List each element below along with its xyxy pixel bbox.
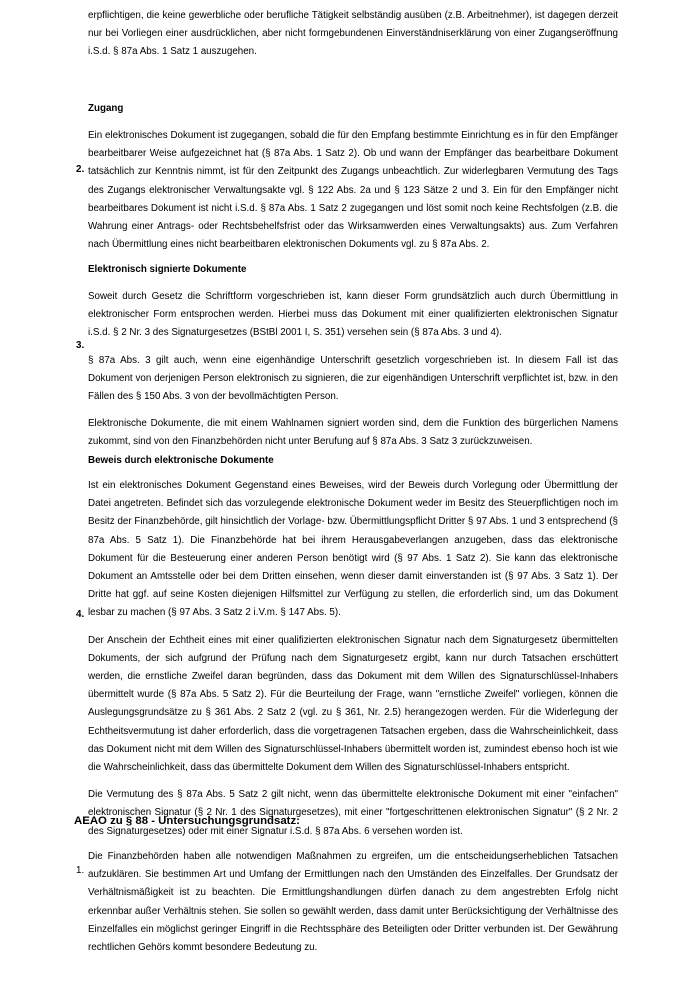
aeao-88-number: 1. [76,865,85,876]
section-2-body [88,127,618,254]
section-3-heading: Elektronisch signierte Dokumente [88,264,247,275]
section-4-paragraph-1: Ist ein elektronisches Dokument Gegenstand eines Beweises, wird der Beweis durch Vorlegung oder Übermittlung der Datei angetreten. Befindet sich das vorzulegende elektronische Dokument weder im Besitz des Steuerpflichtigen noch im Besitz der Finanzbehörde, gilt hinsichtlich der Vorlage- bzw. Übermittlungspflicht Dritter § 97 Abs. 1 und 3 entsprechend (§ 87a Abs. 5 Satz 1). Die Finanzbehörde hat bei ihrem Herausgabeverlangen anzugeben, dass das elektronische Dokument für die Besteuerung einer anderen Person benötigt wird (§ 97 Abs. 1 Satz 2). Sie kann das elektronische Dokument an Amtsstelle oder bei dem Dritten einsehen, wenn dieser damit einverstanden ist (§ 97 Abs. 3 Satz 1). Der Dritte hat ggf. auf seine Kosten diejenigen Hilfsmittel zur Verfügung zu stellen, die erforderlich sind, um das Dokument lesbar zu machen (§ 97 Abs. 3 Satz 2 i.V.m. § 147 Abs. 5). [88,480,618,619]
section-2-heading-block [88,100,618,118]
section-2-paragraph: Ein elektronisches Dokument ist zugegangen, sobald die für den Empfang bestimmte Einrichtung es in für den Empfänger bearbeitbarer Weise aufgezeichnet hat (§ 87a Abs. 1 Satz 2). Ob und wann der Empfänger das bearbeitbare Dokument tatsächlich zur Kenntnis nimmt, ist für den Zeitpunkt des Zugangs unbeachtlich. Zur widerlegbaren Vermutung des Tags des Zugangs elektronischer Verwaltungsakte vgl. § 122 Abs. 2a und § 123 Sätze 2 und 3. Ein für den Empfänger nicht bearbeitbares Dokument ist nicht i.S.d. § 87a Abs. 1 Satz 2 zugegangen und löst somit noch keine Rechtsfolgen (z.B. die Wahrung einer Antrags- oder Rechtsbehelfsfrist oder das Wirksamwerden eines Verwaltungsakts) aus. Zum Verfahren nach Übermittlung eines nicht bearbeitbaren elektronischen Dokuments vgl. zu § 87a Abs. 2. [88,130,618,251]
section-3-paragraph-2: § 87a Abs. 3 gilt auch, wenn eine eigenhändige Unterschrift gesetzlich vorgeschrieben ist. In diesem Fall ist das Dokument von derjenigen Person elektronisch zu signieren, die zur eigenhändigen Unterschrift verpflichtet ist, bzw. in den Fällen des § 150 Abs. 3 von der bevollmächtigten Person. [88,354,618,403]
aeao-88-body [88,848,618,957]
section-4-paragraph-3: Die Vermutung des § 87a Abs. 5 Satz 2 gilt nicht, wenn das übermittelte elektronische Dokument mit einer "einfachen" elektronischen Signatur (§ 2 Nr. 1 des Signaturgesetzes), mit einer "fortgeschrittenen elektronischen Signatur" (§ 2 Nr. 2 des Signaturgesetzes) oder mit einer Signatur i.S.d. § 87a Abs. 6 versehen worden ist. [88,789,618,837]
section-3-body [88,288,618,452]
intro-paragraph: erpflichtigen, die keine gewerbliche oder berufliche Tätigkeit selbständig ausüben (z.B. Arbeitnehmer), ist dagegen derzeit nur bei Vorliegen einer ausdrücklichen, aber nicht formgebundenen Einverständniserklärung von einer Zugangseröffnung i.S.d. § 87a Abs. 1 Satz 1 auszugehen. [88,10,618,58]
section-2-heading: Zugang [88,103,124,114]
section-4-number: 4. [76,609,85,620]
section-2-number: 2. [76,164,85,175]
section-4-heading-block [88,452,618,470]
section-4-paragraph-2: Der Anschein der Echtheit eines mit einer qualifizierten elektronischen Signatur nach dem Signaturgesetz übermittelten Dokuments, der sich aufgrund der Prüfung nach dem Signaturgesetz ergibt, kann nur durch Tatsachen erschüttert werden, die ernstliche Zweifel daran begründen, dass das Dokument mit dem Willen des Signaturschlüssel-Inhabers übermittelt wurde (§ 87a Abs. 5 Satz 2). Für die Beurteilung der Frage, wann "ernstliche Zweifel" vorliegen, können die Auslegungsgrundsätze zu § 361 Abs. 2 Satz 2 (vgl. zu § 361, Nr. 2.5) herangezogen werden. Für die Widerlegung der Echtheitsvermutung ist daher erforderlich, dass die vorgetragenen Tatsachen ergeben, dass die Wahrscheinlichkeit, dass das Dokument nicht mit dem Willen des Signaturschlüssel-Inhabers übermittelt worden ist, zumindest ebenso hoch ist wie die Wahrscheinlichkeit, dass das übermittelte Dokument dem Willen des Signaturschlüssel-Inhabers entspricht. [88,634,618,774]
section-3-heading-block [88,261,618,279]
section-3-number: 3. [76,340,85,351]
section-3-paragraph-3: Elektronische Dokumente, die mit einem Wahlnamen signiert worden sind, dem die Funktion des bürgerlichen Namens zukommt, sind von den Finanzbehörden nicht unter Berufung auf § 87a Abs. 3 Satz 3 zurückzuweisen. [88,418,618,448]
section-3-paragraph-1: Soweit durch Gesetz die Schriftform vorgeschrieben ist, kann dieser Form grundsätzlich auch durch Übermittlung in elektronischer Form entsprochen werden. Hierbei muss das Dokument mit einer qualifizierten elektronischen Signatur i.S.d. § 2 Nr. 3 des Signaturgesetzes (BStBl 2001 I, S. 351) versehen sein (§ 87a Abs. 3 und 4). [88,291,618,339]
section-4-body [88,477,618,841]
aeao-88-paragraph: Die Finanzbehörden haben alle notwendigen Maßnahmen zu ergreifen, um die entscheidungserheblichen Tatsachen aufzuklären. Sie bestimmen Art und Umfang der Ermittlungen nach den Umständen des Einzelfalles. Der Grundsatz der Verhältnismäßigkeit ist zu beachten. Die Ermittlungshandlungen dürfen danach zu dem angestrebten Erfolg nicht erkennbar außer Verhältnis stehen. Sie sollen so gewählt werden, dass damit unter Berücksichtigung der Verhältnisse des Einzelfalles ein möglichst geringer Eingriff in die Rechtssphäre des Beteiligten oder Dritter verbunden ist. Der Gewährung rechtlichen Gehörs kommt besondere Bedeutung zu. [88,851,618,954]
intro-block [88,7,618,62]
section-4-heading: Beweis durch elektronische Dokumente [88,455,274,466]
aeao-88-title: AEAO zu § 88 - Untersuchungsgrundsatz: [74,815,300,827]
